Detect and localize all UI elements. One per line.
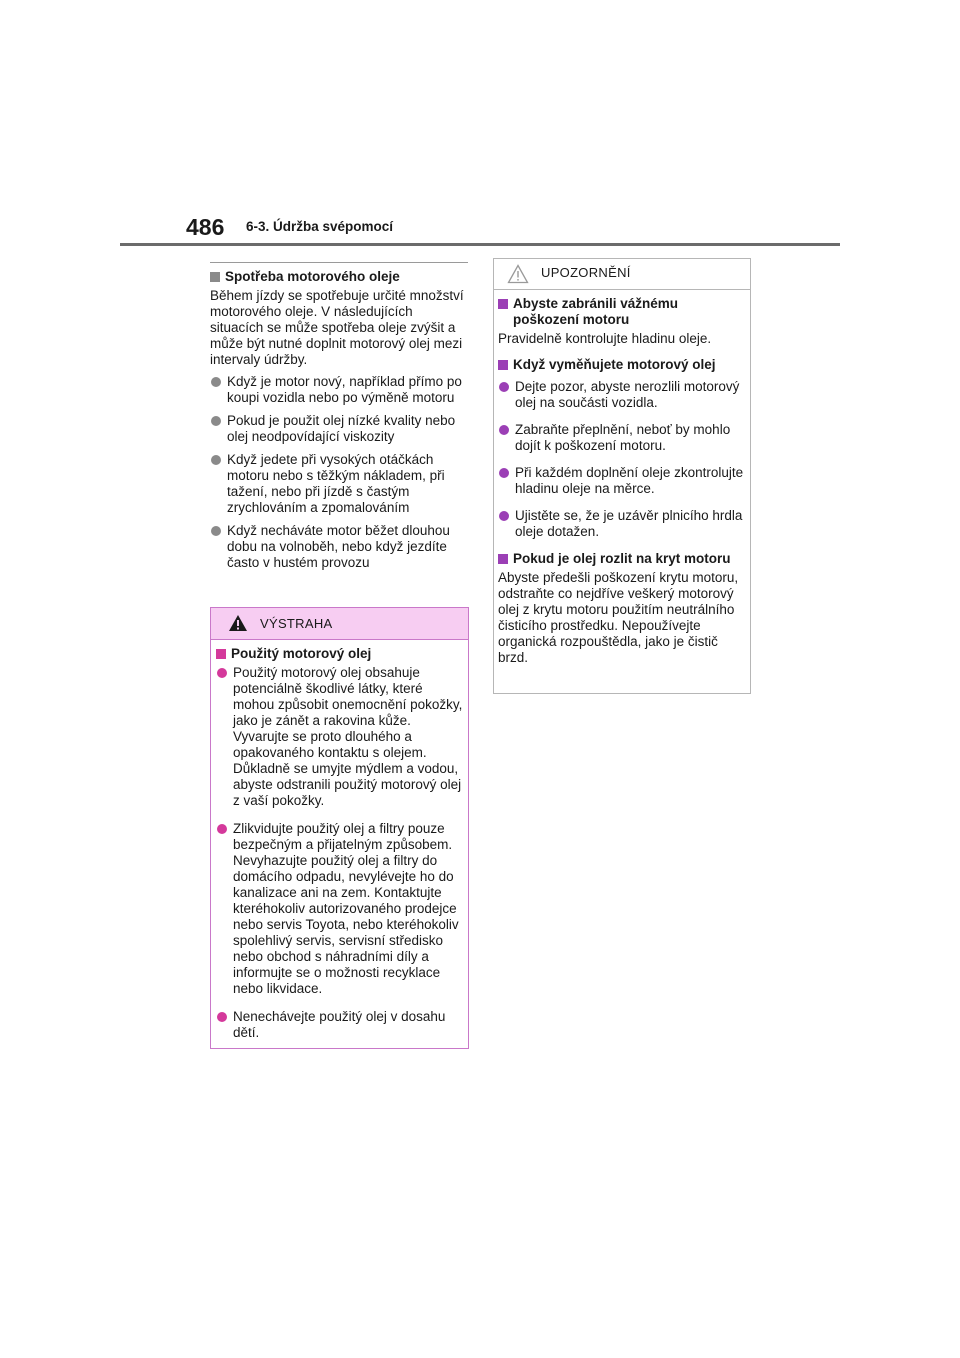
bullet-dot-icon bbox=[499, 468, 509, 478]
header-divider bbox=[120, 243, 840, 246]
bullet-dot-icon bbox=[217, 1012, 227, 1022]
bullet-dot-icon bbox=[217, 824, 227, 834]
list-item: Dejte pozor, abyste nerozlili motorový olej na součásti vozidla. bbox=[498, 379, 746, 411]
caution-triangle-icon bbox=[507, 264, 529, 284]
list-item: Nenechávejte použitý olej v dosahu dětí. bbox=[216, 1009, 463, 1041]
warning-body bbox=[211, 640, 468, 1041]
list-item: Použitý motorový olej obsahuje potenciálně škodlivé látky, které mohou způsobit onemocnění pokožky, jako je zánět a rakovina kůže. Vyvarujte se proto dlouhého a opakovaného kontaktu s olejem. Důkladně se umyjte mýdlem a vodou, abyste odstranili použitý motorový olej z vaší pokožky. bbox=[216, 665, 463, 809]
bullet-dot-icon bbox=[217, 668, 227, 678]
section-heading-text: Spotřeba motorového oleje bbox=[225, 269, 400, 284]
bullet-dot-icon bbox=[211, 455, 221, 465]
square-bullet-icon bbox=[216, 649, 226, 659]
list-item: Zabraňte přeplnění, neboť by mohlo dojít k poškození motoru. bbox=[498, 422, 746, 454]
notice-title: UPOZORNĚNÍ bbox=[541, 265, 631, 280]
warning-header bbox=[211, 608, 468, 640]
square-bullet-icon bbox=[498, 360, 508, 370]
left-column bbox=[210, 262, 468, 578]
bullet-dot-icon bbox=[211, 526, 221, 536]
warning-triangle-icon bbox=[228, 614, 248, 632]
list-item: Ujistěte se, že je uzávěr plnicího hrdla oleje dotažen. bbox=[498, 508, 746, 540]
notice-header bbox=[494, 259, 750, 290]
bullet-dot-icon bbox=[499, 511, 509, 521]
page-header bbox=[0, 0, 960, 250]
notice-heading: Pokud je olej rozlit na kryt motoru bbox=[498, 551, 746, 567]
warning-title: VÝSTRAHA bbox=[260, 616, 333, 631]
square-bullet-icon bbox=[210, 272, 220, 282]
bullet-dot-icon bbox=[499, 425, 509, 435]
notice-paragraph: Abyste předešli poškození krytu motoru, odstraňte co nejdříve veškerý motorový olej z krytu motoru použitím neutrálního čisticího prostředku. Nepoužívejte organická rozpouštědla, jako je čistič brzd. bbox=[498, 570, 739, 665]
list-item: Při každém doplnění oleje zkontrolujte hladinu oleje na měrce. bbox=[498, 465, 746, 497]
square-bullet-icon bbox=[498, 299, 508, 309]
notice-body bbox=[494, 290, 750, 666]
list-item: Když je motor nový, například přímo po koupi vozidla nebo po výměně motoru bbox=[210, 374, 468, 406]
bullet-dot-icon bbox=[499, 382, 509, 392]
notice-paragraph: Pravidelně kontrolujte hladinu oleje. bbox=[498, 331, 712, 346]
warning-heading: Použitý motorový olej bbox=[216, 646, 463, 662]
notice-box bbox=[493, 258, 751, 694]
notice-heading: Když vyměňujete motorový olej bbox=[498, 357, 746, 373]
list-item: Pokud je použit olej nízké kvality nebo olej neodpovídající viskozity bbox=[210, 413, 468, 445]
page-number: 486 bbox=[186, 214, 225, 240]
list-item: Zlikvidujte použitý olej a filtry pouze bezpečným a přijatelným způsobem. Nevyhazujte použitý olej a filtry do domácího odpadu, nevylévejte ho do kanalizace ani na zem. Kontaktujte kteréhokoliv autorizovaného prodejce nebo servis Toyota, nebo kteréhokoliv spolehlivý servis, servisní středisko nebo obchod s náhradními díly a informujte se o možnosti recyklace nebo likvidace. bbox=[216, 821, 463, 997]
bullet-dot-icon bbox=[211, 416, 221, 426]
list-item: Když necháváte motor běžet dlouhou dobu na volnoběh, nebo když jezdíte často v hustém provozu bbox=[210, 523, 468, 571]
list-item: Když jedete při vysokých otáčkách motoru nebo s těžkým nákladem, při tažení, nebo při jízdě s častým zrychlováním a zpomalováním bbox=[210, 452, 468, 516]
section-heading bbox=[210, 269, 468, 285]
section-divider bbox=[210, 262, 468, 263]
bullet-dot-icon bbox=[211, 377, 221, 387]
square-bullet-icon bbox=[498, 554, 508, 564]
section-title: 6-3. Údržba svépomocí bbox=[246, 219, 394, 234]
intro-paragraph: Během jízdy se spotřebuje určité množství motorového oleje. V následujících situacích se může spotřeba oleje zvýšit a může být nutné doplnit motorový olej mezi intervaly údržby. bbox=[210, 288, 464, 367]
notice-heading: Abyste zabránili vážnému poškození motoru bbox=[498, 296, 746, 328]
warning-box bbox=[210, 607, 469, 1049]
